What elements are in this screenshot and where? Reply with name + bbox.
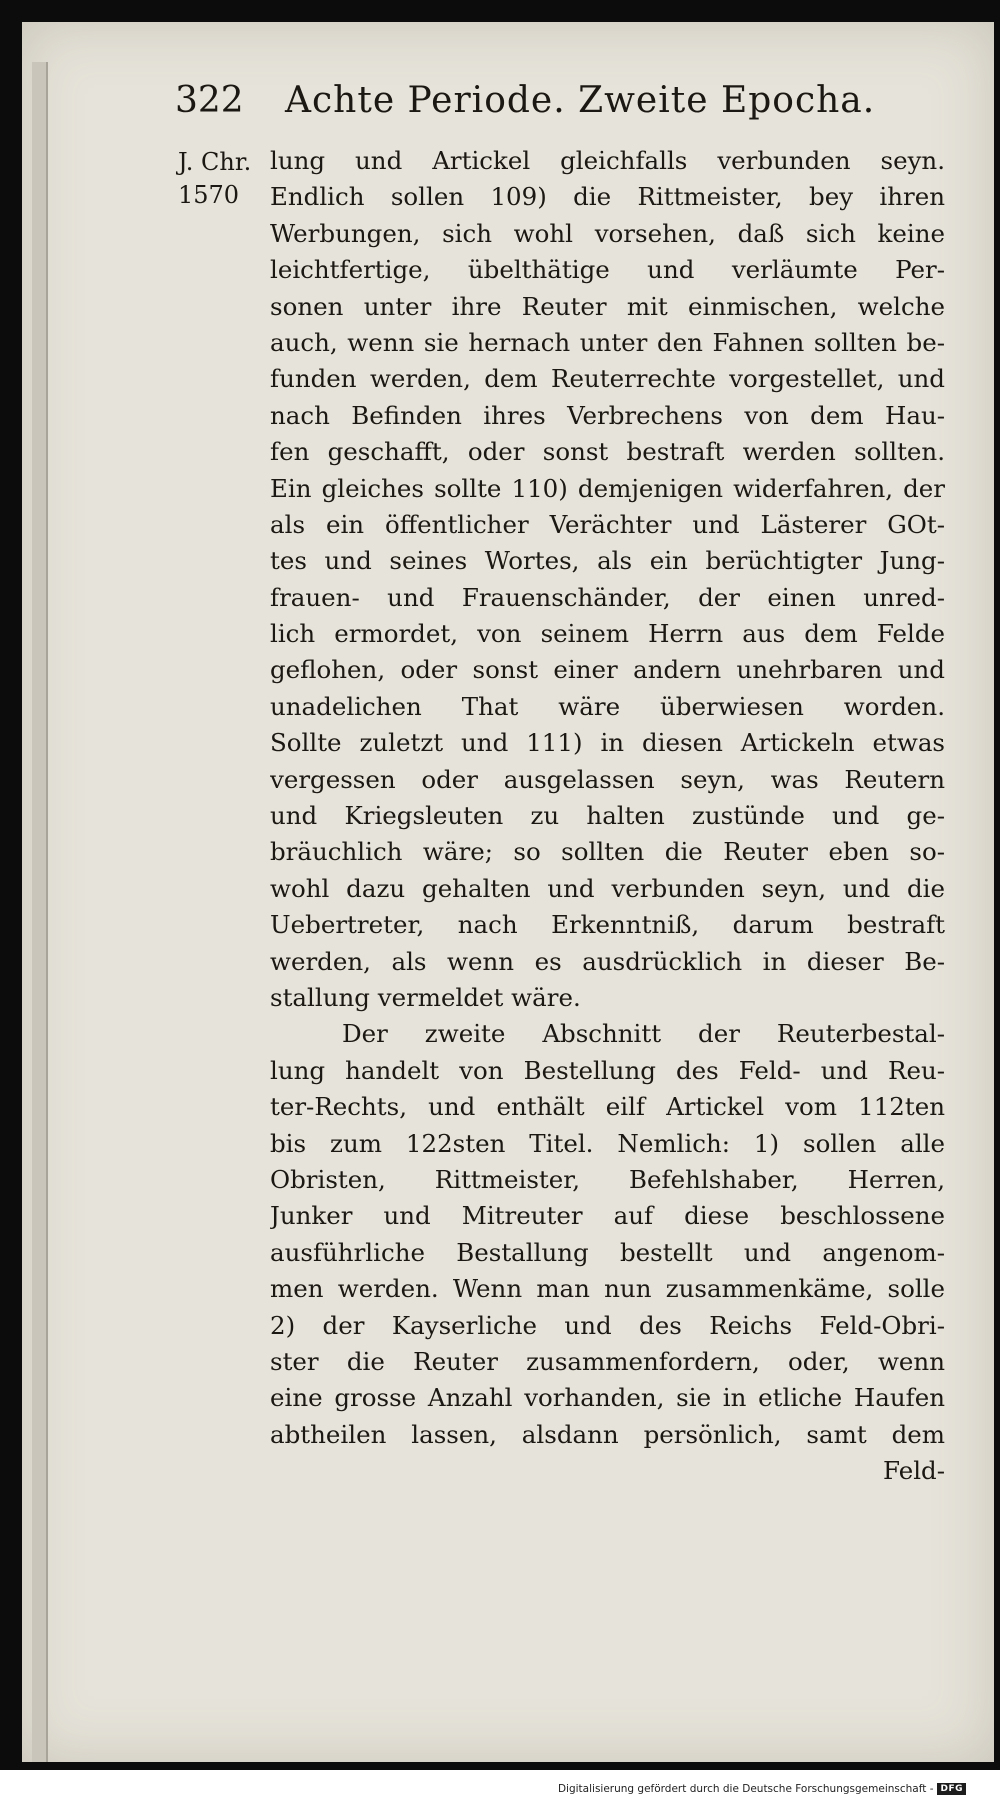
- text-line: Obristen, Rittmeister, Befehlshaber, Herren,: [270, 1164, 945, 1194]
- text-line: leichtfertige, übelthätige und verläumte Per-: [270, 255, 945, 285]
- text-line: Werbungen, sich wohl vorsehen, daß sich keine: [270, 218, 945, 248]
- text-line: vergessen oder ausgelassen seyn, was Reutern: [270, 764, 945, 794]
- text-line: unadelichen That wäre überwiesen worden.: [270, 691, 945, 721]
- text-line: wohl dazu gehalten und verbunden seyn, und die: [270, 873, 945, 903]
- text-line: lung handelt von Bestellung des Feld- und Reu-: [270, 1055, 945, 1085]
- digitization-credit: [558, 1783, 966, 1795]
- text-line: 2) der Kayserliche und des Reichs Feld-Obri-: [270, 1310, 945, 1340]
- text-line: lich ermordet, von seinem Herrn aus dem Felde: [270, 619, 945, 649]
- text-line: men werden. Wenn man nun zusammenkäme, solle: [270, 1274, 945, 1304]
- text-line: ter-Rechts, und enthält eilf Artickel vom 112ten: [270, 1092, 945, 1122]
- text-line: Uebertreter, nach Erkenntniß, darum bestraft: [270, 910, 945, 940]
- text-line: lung und Artickel gleichfalls verbunden seyn.: [270, 146, 945, 175]
- page-edge: [32, 62, 48, 1762]
- text-line: ster die Reuter zusammenfordern, oder, wenn: [270, 1346, 945, 1376]
- margin-note: [178, 146, 268, 212]
- running-title: Achte Periode. Zweite Epocha.: [285, 80, 876, 121]
- text-line: Ein gleiches sollte 110) demjenigen widerfahren, der: [270, 473, 945, 503]
- text-line: Endlich sollen 109) die Rittmeister, bey ihren: [270, 182, 945, 212]
- text-line: Sollte zuletzt und 111) in diesen Artickeln etwas: [270, 728, 945, 758]
- text-line: Junker und Mitreuter auf diese beschlossene: [270, 1201, 945, 1231]
- text-line: als ein öffentlicher Verächter und Lästerer GOt-: [270, 509, 945, 539]
- body-text: [270, 143, 945, 1489]
- text-line: funden werden, dem Reuterrechte vorgestellet, und: [270, 364, 945, 394]
- text-line: sonen unter ihre Reuter mit einmischen, welche: [270, 291, 945, 321]
- text-line: tes und seines Wortes, als ein berüchtigter Jung-: [270, 546, 945, 576]
- text-line: werden, als wenn es ausdrücklich in dieser Be-: [270, 946, 945, 976]
- text-line: nach Befinden ihres Verbrechens von dem Hau-: [270, 400, 945, 430]
- text-line: ausführliche Bestallung bestellt und angenom-: [270, 1237, 945, 1267]
- credit-text: Digitalisierung gefördert durch die Deutsche Forschungsgemeinschaft -: [557, 1783, 934, 1795]
- text-line: bis zum 122sten Titel. Nemlich: 1) sollen alle: [270, 1128, 945, 1158]
- text-line: eine grosse Anzahl vorhanden, sie in etliche Haufen: [270, 1383, 945, 1413]
- text-line: stallung vermeldet wäre.: [270, 982, 581, 1012]
- text-line: fen geschafft, oder sonst bestraft werden sollten.: [270, 437, 945, 467]
- text-line: abtheilen lassen, alsdann persönlich, samt dem: [270, 1419, 945, 1449]
- text-line: frauen- und Frauenschänder, der einen unred-: [270, 582, 945, 612]
- dfg-logo: DFG: [937, 1783, 966, 1795]
- running-head: [175, 80, 876, 140]
- margin-year-label: J. Chr.: [178, 148, 252, 176]
- text-line: Der zweite Abschnitt der Reuterbestal-: [342, 1019, 945, 1049]
- margin-year: 1570: [178, 181, 240, 209]
- catchword: Feld-: [883, 1456, 945, 1486]
- text-line: geflohen, oder sonst einer andern unehrbaren und: [270, 655, 945, 685]
- text-line: bräuchlich wäre; so sollten die Reuter eben so-: [270, 837, 945, 867]
- page-number: 322: [175, 80, 244, 121]
- text-line: auch, wenn sie hernach unter den Fahnen sollten be-: [270, 327, 945, 357]
- text-line: und Kriegsleuten zu halten zustünde und ge-: [270, 801, 945, 831]
